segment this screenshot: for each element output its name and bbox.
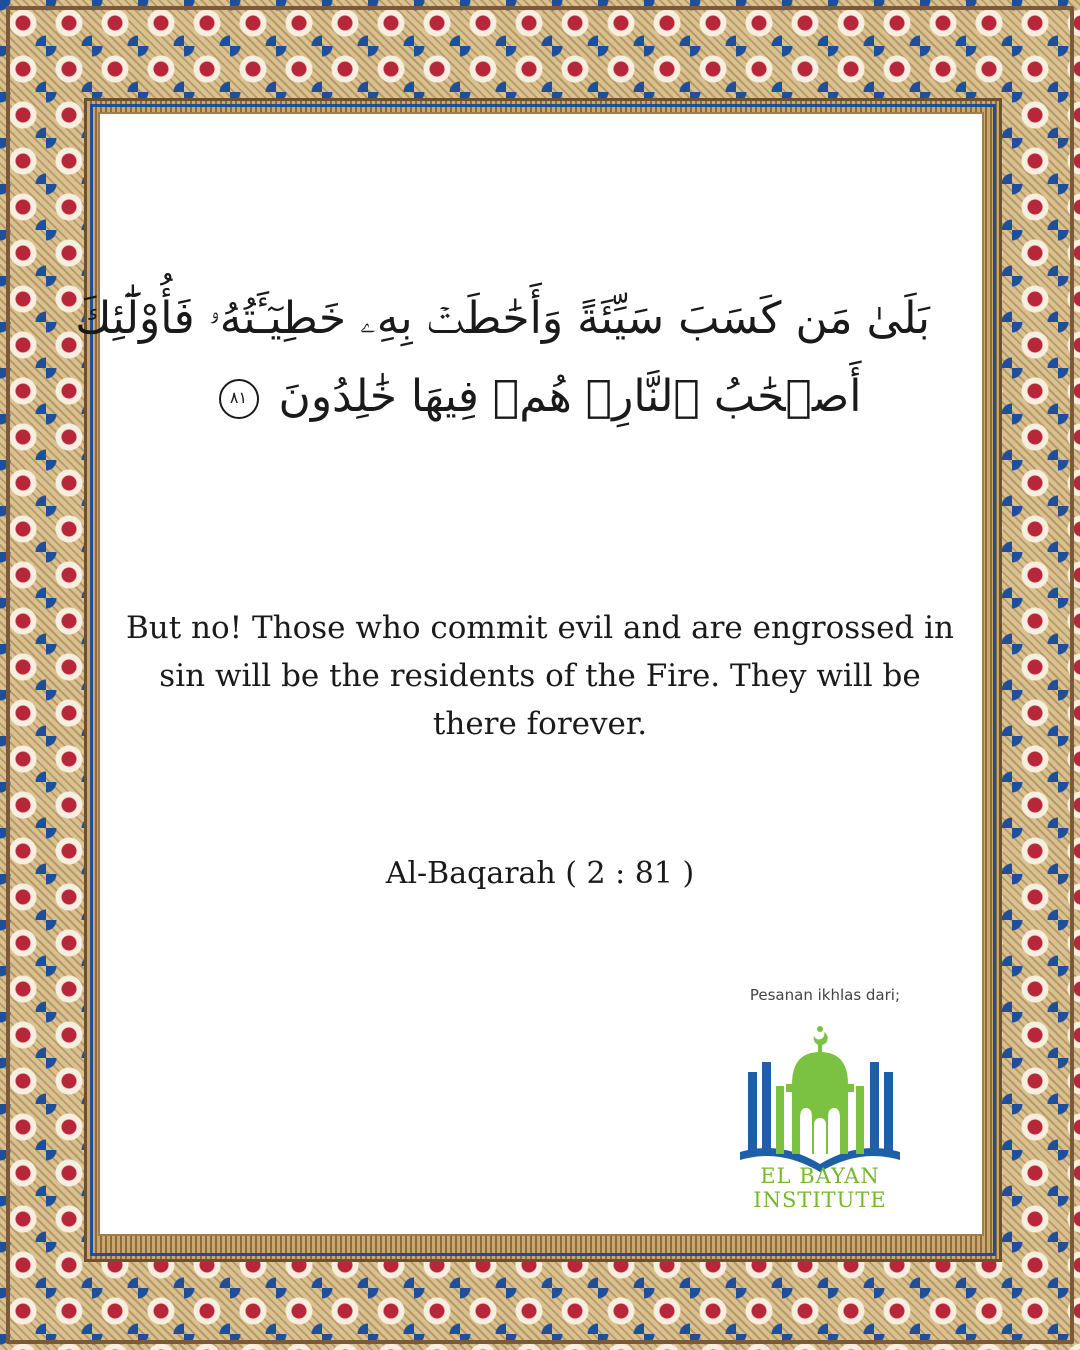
arabic-verse-line-2-text: أَصۡحَٰبُ ٱلنَّارِۖ هُمۡ فِيهَا خَٰلِدُونَ bbox=[278, 371, 862, 422]
arabic-verse-line-1: بَلَىٰ مَن كَسَبَ سَيِّئَةً وَأَحَٰطَتۡ بِهِۦ خَطِيٓـَٔتُهُۥ فَأُوْلَٰٓئِكَ bbox=[75, 293, 930, 344]
verse-reference: Al-Baqarah ( 2 : 81 ) bbox=[385, 856, 695, 891]
logo-wordmark: EL BAYAN INSTITUTE bbox=[753, 1164, 887, 1212]
ayah-number-marker: ٨١ bbox=[219, 379, 259, 419]
arabic-verse bbox=[75, 280, 930, 436]
verse-translation: But no! Those who commit evil and are engrossed in sin will be the residents of the Fire. They will be there forever. bbox=[125, 610, 955, 742]
from-label: Pesanan ikhlas dari; bbox=[749, 986, 900, 1004]
arabic-verse-line-2 bbox=[150, 358, 930, 436]
